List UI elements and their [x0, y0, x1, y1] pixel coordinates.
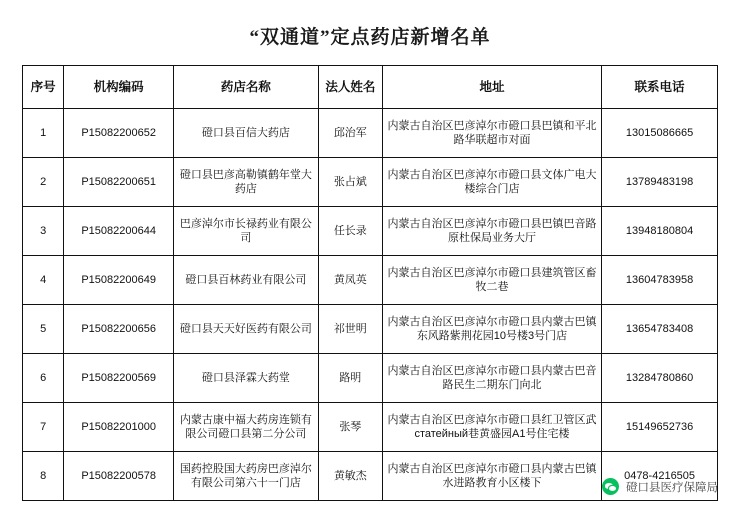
cell-name: 磴口县百信大药店	[173, 109, 318, 158]
cell-code: P15082201000	[64, 403, 174, 452]
cell-name: 国药控股国大药房巴彦淖尔有限公司第六十一门店	[173, 452, 318, 501]
cell-address: 内蒙古自治区巴彦淖尔市磴口县内蒙古巴镇水进路教育小区楼下	[382, 452, 601, 501]
cell-phone: 0478-4216505	[602, 452, 718, 501]
table-row	[23, 207, 718, 256]
table-row	[23, 158, 718, 207]
cell-address: 内蒙古自治区巴彦淖尔市磴口县巴镇巴音路原杜保局业务大厅	[382, 207, 601, 256]
cell-legal: 黄凤英	[318, 256, 382, 305]
footer-account	[602, 478, 718, 495]
table-row	[23, 354, 718, 403]
table-row	[23, 403, 718, 452]
column-header-seq: 序号	[23, 66, 64, 109]
cell-legal: 任长录	[318, 207, 382, 256]
cell-code: P15082200656	[64, 305, 174, 354]
cell-code: P15082200578	[64, 452, 174, 501]
cell-phone: 13604783958	[602, 256, 718, 305]
cell-code: P15082200652	[64, 109, 174, 158]
column-header-legal: 法人姓名	[318, 66, 382, 109]
cell-code: P15082200644	[64, 207, 174, 256]
cell-phone: 13789483198	[602, 158, 718, 207]
cell-seq: 2	[23, 158, 64, 207]
wechat-icon	[602, 478, 619, 495]
column-header-name: 药店名称	[173, 66, 318, 109]
cell-seq: 7	[23, 403, 64, 452]
cell-seq: 4	[23, 256, 64, 305]
cell-name: 磴口县百林药业有限公司	[173, 256, 318, 305]
cell-phone: 13015086665	[602, 109, 718, 158]
cell-legal: 张占斌	[318, 158, 382, 207]
cell-phone: 15149652736	[602, 403, 718, 452]
cell-seq: 8	[23, 452, 64, 501]
cell-seq: 6	[23, 354, 64, 403]
cell-address: 内蒙古自治区巴彦淖尔市磴口县内蒙古巴音路民生二期东门向北	[382, 354, 601, 403]
cell-address: 内蒙古自治区巴彦淖尔市磴口县巴镇和平北路华联超市对面	[382, 109, 601, 158]
cell-legal: 祁世明	[318, 305, 382, 354]
cell-legal: 张琴	[318, 403, 382, 452]
cell-seq: 1	[23, 109, 64, 158]
page-title: “双通道”定点药店新增名单	[249, 27, 491, 48]
cell-legal: 黄敏杰	[318, 452, 382, 501]
cell-legal: 路明	[318, 354, 382, 403]
footer-account-label: 磴口县医疗保障局	[626, 481, 718, 494]
cell-address: 内蒙古自治区巴彦淖尔市磴口县内蒙古巴镇东风路紫荆花园10号楼3号门店	[382, 305, 601, 354]
cell-name: 内蒙古康中福大药房连锁有限公司磴口县第二分公司	[173, 403, 318, 452]
cell-address: 内蒙古自治区巴彦淖尔市磴口县文体广电大楼综合门店	[382, 158, 601, 207]
cell-seq: 5	[23, 305, 64, 354]
cell-name: 磴口县巴彦高勒镇鹤年堂大药店	[173, 158, 318, 207]
column-header-address: 地址	[382, 66, 601, 109]
pharmacy-table	[22, 65, 718, 501]
cell-legal: 邱治军	[318, 109, 382, 158]
column-header-code: 机构编码	[64, 66, 174, 109]
cell-code: P15082200651	[64, 158, 174, 207]
cell-code: P15082200569	[64, 354, 174, 403]
cell-name: 巴彦淖尔市长禄药业有限公司	[173, 207, 318, 256]
cell-phone: 13948180804	[602, 207, 718, 256]
table-header-row	[23, 66, 718, 109]
cell-phone: 13284780860	[602, 354, 718, 403]
cell-name: 磴口县天天好医药有限公司	[173, 305, 318, 354]
cell-seq: 3	[23, 207, 64, 256]
column-header-phone: 联系电话	[602, 66, 718, 109]
table-container	[0, 65, 740, 501]
cell-address: 内蒙古自治区巴彦淖尔市磴口县红卫管区武статейный巷黄盛园A1号住宅楼	[382, 403, 601, 452]
table-row	[23, 305, 718, 354]
cell-name: 磴口县泽霖大药堂	[173, 354, 318, 403]
cell-address: 内蒙古自治区巴彦淖尔市磴口县建筑管区畜牧二巷	[382, 256, 601, 305]
cell-phone: 13654783408	[602, 305, 718, 354]
table-row	[23, 109, 718, 158]
table-row	[23, 256, 718, 305]
cell-code: P15082200649	[64, 256, 174, 305]
